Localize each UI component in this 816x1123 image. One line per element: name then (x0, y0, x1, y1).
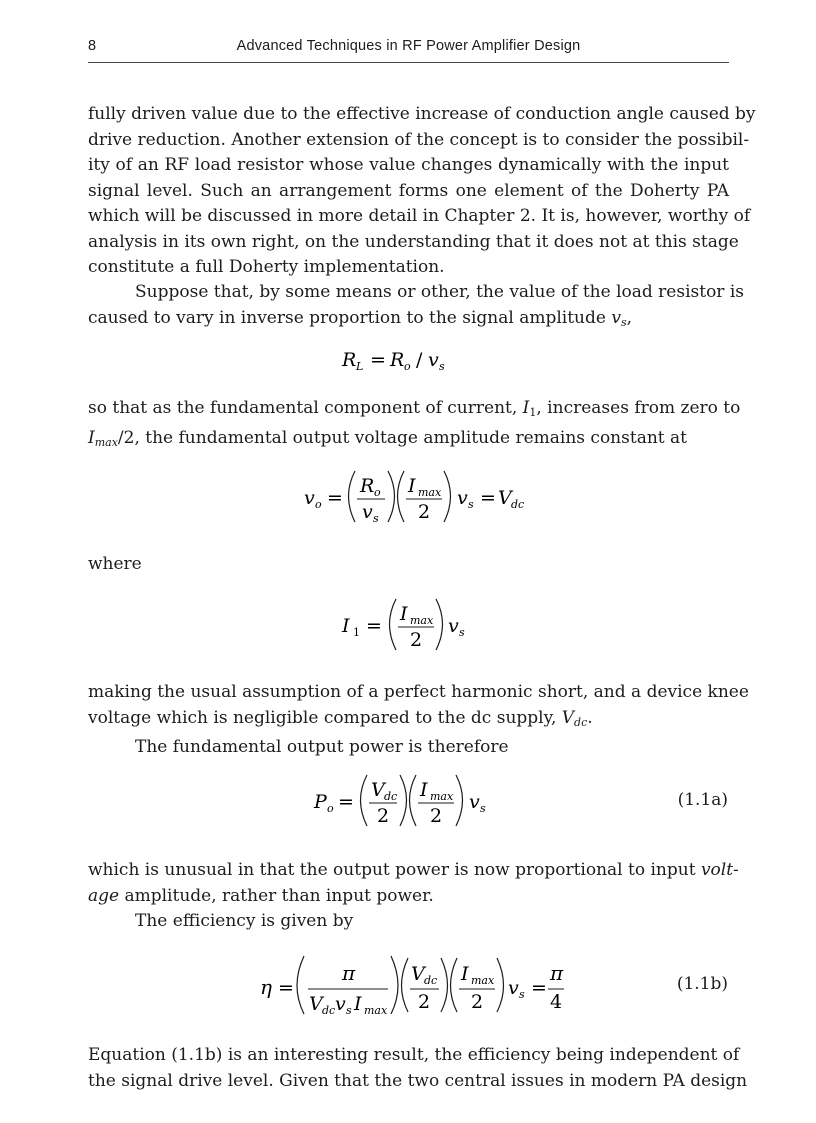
left-paren (390, 599, 397, 650)
eq-subscript: s (480, 802, 486, 815)
text-line: signal level. Such an arrangement forms one element of the Doherty PA (88, 180, 729, 201)
text-segment: . (587, 707, 593, 728)
text-segment: amplitude, rather than input power. (119, 885, 434, 906)
eq-symbol: v (428, 349, 439, 371)
right-paren (444, 471, 451, 522)
eq-operator: = (531, 977, 547, 999)
left-paren (361, 775, 368, 826)
eq-subscript: s (519, 988, 525, 1001)
equation-fundamental-current (338, 594, 488, 654)
page-header (88, 38, 729, 63)
right-paren (497, 958, 504, 1012)
text-segment: , (626, 307, 633, 328)
eq-symbol: I (342, 615, 350, 637)
text-line (88, 884, 729, 910)
eq-number: 2 (418, 501, 431, 523)
eq-subscript: s (468, 498, 474, 511)
text-italic: age (88, 885, 120, 906)
eq-subscript: dc (511, 498, 525, 511)
eq-operator: = (366, 615, 382, 637)
var-V: V (561, 707, 575, 728)
text-segment: which is unusual in that the output power is now proportional to input (88, 860, 701, 880)
eq-number: 2 (377, 805, 390, 827)
eq-symbol: v (508, 977, 519, 999)
var-subscript: max (94, 435, 118, 449)
eq-operator: = (278, 977, 294, 999)
eq-subscript: L (356, 360, 364, 373)
equation-output-power (310, 770, 510, 830)
eq-symbol: v (362, 501, 373, 523)
var-subscript: 1 (529, 406, 537, 419)
equation-load-resistor (330, 346, 490, 376)
eq-symbol: V (371, 779, 385, 801)
eq-symbol: R (360, 475, 375, 497)
left-paren (297, 956, 304, 1014)
text-line (88, 396, 741, 426)
text-segment: voltage which is negligible compared to the dc supply, (88, 707, 562, 728)
text-line: ity of an RF load resistor whose value changes dynamically with the input (88, 155, 729, 175)
text-line: Equation (1.1b) is an interesting result, the efficiency being independent of (88, 1045, 740, 1065)
eq-symbol: v (304, 487, 315, 509)
eq-symbol: v (469, 791, 480, 813)
text-line: analysis in its own right, on the understanding that it does not at this stage (88, 231, 739, 252)
equation-efficiency (258, 950, 578, 1020)
eq-symbol: I (400, 603, 408, 625)
eq-subscript: s (373, 512, 379, 525)
eq-symbol: R (390, 349, 405, 371)
eq-symbol: I (461, 963, 469, 985)
eq-subscript: o (315, 498, 322, 511)
text-line: The efficiency is given by (135, 911, 354, 931)
eq-symbol: P (314, 791, 327, 813)
eq-symbol: I (408, 475, 416, 497)
eq-subscript: max (430, 790, 454, 803)
eq-subscript: dc (322, 1004, 336, 1017)
text-segment: caused to vary in inverse proportion to the signal amplitude (88, 307, 612, 328)
left-paren (402, 958, 409, 1012)
right-paren (436, 599, 443, 650)
eq-symbol: V (411, 963, 425, 985)
paragraph-4 (88, 680, 749, 761)
eq-operator: = (480, 487, 496, 509)
eq-subscript: o (374, 486, 381, 499)
text-segment: /2, the fundamental output voltage amplitude remains constant at (117, 427, 687, 448)
eq-number: 2 (471, 991, 484, 1013)
eq-number: 4 (550, 991, 563, 1013)
text-line: The fundamental output power is therefore (135, 737, 509, 757)
eq-subscript: max (364, 1004, 388, 1017)
eq-operator: = (370, 349, 386, 371)
eq-operator: = (327, 487, 343, 509)
paragraph-2 (88, 280, 745, 335)
var-v: v (611, 307, 621, 328)
paragraph-3 (88, 396, 741, 455)
eq-operator: = (338, 791, 354, 813)
equation-number-1-1a: (1.1a) (677, 790, 728, 810)
eq-subscript: max (471, 974, 495, 987)
eq-symbol: π (550, 961, 564, 985)
text-line (88, 706, 729, 736)
paragraph-1 (88, 102, 756, 281)
left-paren (410, 775, 417, 826)
eq-symbol: η (260, 975, 272, 999)
eq-operator: / (416, 349, 423, 371)
right-paren (388, 471, 395, 522)
text-segment: so that as the fundamental component of current, (88, 398, 523, 418)
text-line: drive reduction. Another extension of the concept is to consider the possibil- (88, 129, 750, 150)
where-line (88, 552, 729, 578)
paragraph-6 (88, 858, 739, 935)
eq-number: 2 (410, 629, 423, 651)
eq-subscript: o (327, 802, 334, 815)
eq-symbol: v (335, 993, 346, 1015)
text-line: making the usual assumption of a perfect harmonic short, and a device knee (88, 682, 749, 702)
text-segment: , increases from zero to (536, 398, 741, 418)
eq-subscript: max (410, 614, 434, 627)
left-paren (451, 958, 458, 1012)
text-line: fully driven value due to the effective increase of conduction angle caused by (88, 104, 756, 124)
eq-symbol: V (498, 487, 512, 509)
text-line: constitute a full Doherty implementation. (88, 257, 445, 277)
eq-symbol: I (354, 993, 362, 1015)
right-paren (391, 956, 398, 1014)
var-I: I (522, 398, 530, 418)
eq-subscript: s (439, 360, 445, 373)
page-number: 8 (88, 38, 97, 54)
text-line (88, 858, 739, 884)
eq-subscript: max (418, 486, 442, 499)
text-line: where (88, 554, 142, 574)
eq-subscript: dc (384, 790, 398, 803)
eq-subscript: dc (424, 974, 438, 987)
eq-symbol: π (342, 961, 356, 985)
var-I: I (88, 427, 95, 448)
text-line: Suppose that, by some means or other, the value of the load resistor is (135, 282, 745, 302)
paragraph-8 (88, 1043, 748, 1094)
eq-symbol: I (420, 779, 428, 801)
left-paren (398, 471, 405, 522)
eq-symbol: V (309, 993, 323, 1015)
left-paren (349, 471, 356, 522)
eq-subscript: s (346, 1004, 352, 1017)
eq-number: 2 (418, 991, 431, 1013)
text-line (88, 306, 729, 336)
text-line: which will be discussed in more detail in Chapter 2. It is, however, worthy of (88, 206, 751, 226)
right-paren (441, 958, 448, 1012)
eq-subscript: o (404, 360, 411, 373)
right-paren (400, 775, 407, 826)
right-paren (456, 775, 463, 826)
eq-symbol: v (448, 615, 459, 637)
equation-number-1-1b: (1.1b) (676, 974, 728, 994)
var-subscript: dc (574, 715, 588, 729)
text-italic: volt- (700, 860, 739, 880)
text-line (88, 426, 729, 456)
var-subscript: s (620, 315, 627, 329)
eq-subscript: s (459, 626, 465, 639)
text-line: the signal drive level. Given that the two central issues in modern PA design (88, 1070, 748, 1091)
running-title: Advanced Techniques in RF Power Amplifier Design (236, 38, 581, 54)
equation-output-voltage (300, 466, 540, 526)
eq-subscript: 1 (353, 626, 360, 639)
eq-number: 2 (430, 805, 443, 827)
eq-symbol: v (457, 487, 468, 509)
eq-symbol: R (342, 349, 357, 371)
